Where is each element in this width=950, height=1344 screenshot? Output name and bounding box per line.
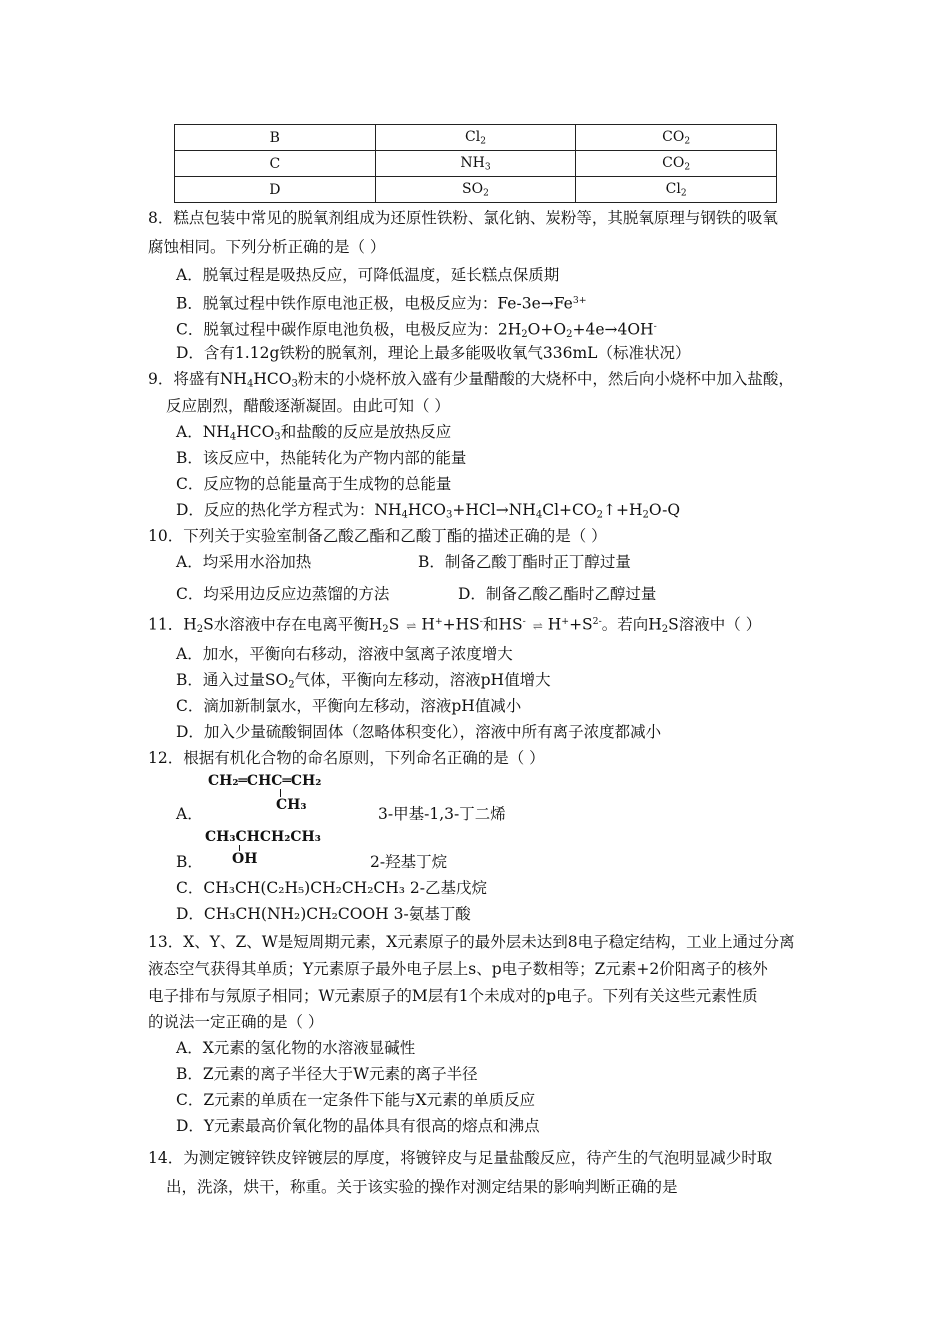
q9-stem-line1: 9．将盛有$NH_4HCO_3$粉末的小烧杯放入盛有少量醋酸的大烧杯中，然后向小烧杯中加入盐酸， [148, 370, 794, 390]
cell-text: Cl [665, 180, 681, 197]
q11-option-b [176, 670, 551, 696]
q12-option-d: D．CH₃CH(NH₂)CH₂COOH 3-氨基丁酸 [176, 905, 471, 923]
q8-stem-line1: 8．糕点包装中常见的脱氧剂组成为还原性铁粉、氯化钠、炭粉等，其脱氧原理与钢铁的吸氧 [148, 209, 778, 227]
table-cell: B [175, 125, 376, 151]
options-table [174, 124, 777, 203]
superscript: + [561, 616, 570, 627]
option-text: 和盐酸的反应是放热反应 [280, 423, 452, 441]
q8-stem-line2: 腐蚀相同。下列分析正确的是（ ） [148, 238, 386, 256]
stem-text: 。若向H [601, 615, 662, 634]
stem-text: HCO [253, 370, 292, 388]
option-text: HCO [236, 423, 275, 441]
table-row [175, 125, 777, 151]
option-text: C．脱氧过程中碳作原电池负极，电极反应为：2H [176, 320, 522, 339]
cell-sub: 2 [684, 162, 691, 173]
q9-option-b: B．该反应中，热能转化为产物内部的能量 [176, 449, 467, 467]
superscript: - [653, 321, 657, 332]
stem-text: S水溶液中存在电离平衡H [203, 615, 383, 634]
subscript: 2 [661, 624, 669, 636]
q13-stem-line1: 13．X、Y、Z、W是短周期元素，X元素原子的最外层未达到8电子稳定结构，工业上通过分离 [148, 933, 795, 951]
option-text: 气体，平衡向左移动，溶液pH值增大 [294, 671, 551, 689]
q14-stem-line1: 14．为测定镀锌铁皮锌镀层的厚度，将镀锌皮与足量盐酸反应，待产生的气泡明显减少时取 [148, 1149, 773, 1167]
q11-option-d: D．加入少量硫酸铜固体（忽略体积变化），溶液中所有离子浓度都减小 [176, 723, 662, 741]
q12-a-structure-branch: CH₃ [276, 797, 307, 813]
q9-stem-line2: 反应剧烈，醋酸逐渐凝固。由此可知（ ） [166, 397, 450, 415]
q10-option-d: D．制备乙酸乙酯时乙醇过量 [458, 585, 657, 603]
stem-text: S溶液中（ ） [668, 615, 762, 634]
subscript: 2 [521, 329, 528, 341]
q13-option-a: A．X元素的氢化物的水溶液显碱性 [176, 1039, 416, 1057]
table-cell [375, 151, 576, 177]
stem-text: 9．将盛有NH [148, 370, 247, 388]
superscript: - [479, 616, 483, 627]
subscript: 2 [288, 679, 295, 691]
option-text: O+O [527, 320, 567, 339]
option-text: B．脱氧过程中铁作原电池正极，电极反应为：Fe-3e→Fe [176, 294, 573, 313]
q12-option-a-label: A． [176, 805, 203, 823]
cell-sub: 2 [483, 188, 489, 199]
q13-stem-line4: 的说法一定正确的是（ ） [148, 1013, 324, 1031]
option-text: O-Q [648, 501, 681, 519]
q12-option-b-label: B． [176, 853, 203, 871]
option-text: +4e→4OH [572, 320, 654, 339]
q11-option-a: A．加水，平衡向右移动，溶液中氢离子浓度增大 [176, 645, 513, 663]
option-text: ↑+H [603, 501, 643, 519]
subscript: 2 [196, 624, 204, 636]
superscript: 2- [592, 616, 602, 627]
q14-stem-line2: 出，洗涤，烘干，称重。关于该实验的操作对测定结果的影响判断正确的是 [166, 1178, 678, 1196]
cell-sub: 2 [680, 188, 687, 199]
cell-text: Cl [464, 128, 481, 145]
q12-option-b-name: 2-羟基丁烷 [370, 853, 448, 871]
q10-option-b: B．制备乙酸丁酯时正丁醇过量 [418, 553, 631, 571]
stem-text: S [388, 615, 400, 634]
q12-option-c: C．CH₃CH(C₂H₅)CH₂CH₂CH₃ 2-乙基戊烷 [176, 879, 488, 897]
table-cell [576, 151, 777, 177]
bond-line [280, 789, 281, 797]
q8-option-d: D．含有1.12g铁粉的脱氧剂，理论上最多能吸收氧气336mL（标准状况） [176, 344, 691, 362]
q13-stem-line3: 电子排布与氖原子相同；W元素原子的M层有1个未成对的p电子。下列有关这些元素性质 [148, 987, 758, 1005]
equilibrium-arrow-icon: ⇌ [532, 618, 541, 633]
cell-sub: 3 [484, 162, 491, 173]
subscript: 2 [382, 624, 389, 636]
stem-text: 和HS [482, 615, 523, 634]
subscript: 2 [566, 329, 573, 341]
equilibrium-arrow-icon: ⇌ [406, 618, 415, 633]
stem-text: +S [569, 615, 593, 634]
table-row [175, 177, 777, 203]
superscript: + [434, 616, 443, 627]
q12-stem: 12．根据有机化合物的命名原则，下列命名正确的是（ ） [148, 749, 545, 767]
q12-option-a-name: 3-甲基-1,3-丁二烯 [378, 805, 506, 823]
q8-option-c [176, 317, 657, 345]
q12-b-structure-branch: OH [232, 851, 258, 867]
q12-a-structure-main: CH₂═CHC═CH₂ [208, 773, 322, 789]
q9-option-a: A．$NH_4HCO_3$和盐酸的反应是放热反应 [176, 423, 452, 443]
q10-option-a: A．均采用水浴加热 [176, 553, 312, 571]
q11-option-c: C．滴加新制氯水，平衡向左移动，溶液pH值减小 [176, 697, 522, 715]
stem-text: 粉末的小烧杯放入盛有少量醋酸的大烧杯中，然后向小烧杯中加入盐酸， [297, 370, 794, 388]
q8-option-b [176, 291, 587, 314]
option-text: B．通入过量SO [176, 671, 289, 689]
q9-option-c: C．反应物的总能量高于生成物的总能量 [176, 475, 452, 493]
option-text: Cl+CO [542, 501, 597, 519]
option-text: HCO [407, 501, 447, 519]
table-cell [375, 177, 576, 203]
cell-sub: 2 [480, 136, 486, 147]
q9-option-d: D．反应的热化学方程式为：$NH_4HCO_3+HCl\to NH_4Cl+CO_2↑+H_2O-Q$ [176, 501, 681, 521]
table-cell: C [175, 151, 376, 177]
option-text: A．NH [176, 423, 230, 441]
q12-b-structure-main: CH₃CHCH₂CH₃ [205, 829, 321, 845]
cell-text: CO [662, 154, 685, 171]
q13-option-c: C．Z元素的单质在一定条件下能与X元素的单质反应 [176, 1091, 536, 1109]
stem-text: 11．H [148, 615, 197, 634]
q13-option-b: B．Z元素的离子半径大于W元素的离子半径 [176, 1065, 478, 1083]
option-text: D．反应的热化学方程式为：NH [176, 501, 402, 519]
superscript: 3+ [572, 295, 587, 306]
option-text: +HCl→NH [452, 501, 536, 519]
table-cell [576, 177, 777, 203]
cell-text: SO [462, 180, 484, 197]
table-row [175, 151, 777, 177]
table-cell [375, 125, 576, 151]
cell-text: NH [460, 154, 485, 171]
stem-text: H [547, 615, 562, 634]
superscript: - [522, 616, 526, 627]
q13-option-d: D．Y元素最高价氧化物的晶体具有很高的熔点和沸点 [176, 1117, 540, 1135]
q10-stem: 10．下列关于实验室制备乙酸乙酯和乙酸丁酯的描述正确的是（ ） [148, 527, 607, 545]
q11-stem [148, 612, 761, 640]
stem-text: +HS [442, 615, 480, 634]
table-cell [576, 125, 777, 151]
cell-text: CO [662, 128, 685, 145]
q13-stem-line2: 液态空气获得其单质；Y元素原子最外电子层上s、p电子数相等；Z元素+2价阳离子的核外 [148, 960, 768, 978]
table-cell: D [175, 177, 376, 203]
q8-option-a: A．脱氧过程是吸热反应，可降低温度，延长糕点保质期 [176, 266, 560, 284]
stem-text: H [421, 615, 435, 634]
q10-option-c: C．均采用边反应边蒸馏的方法 [176, 585, 390, 603]
cell-sub: 2 [684, 136, 691, 147]
